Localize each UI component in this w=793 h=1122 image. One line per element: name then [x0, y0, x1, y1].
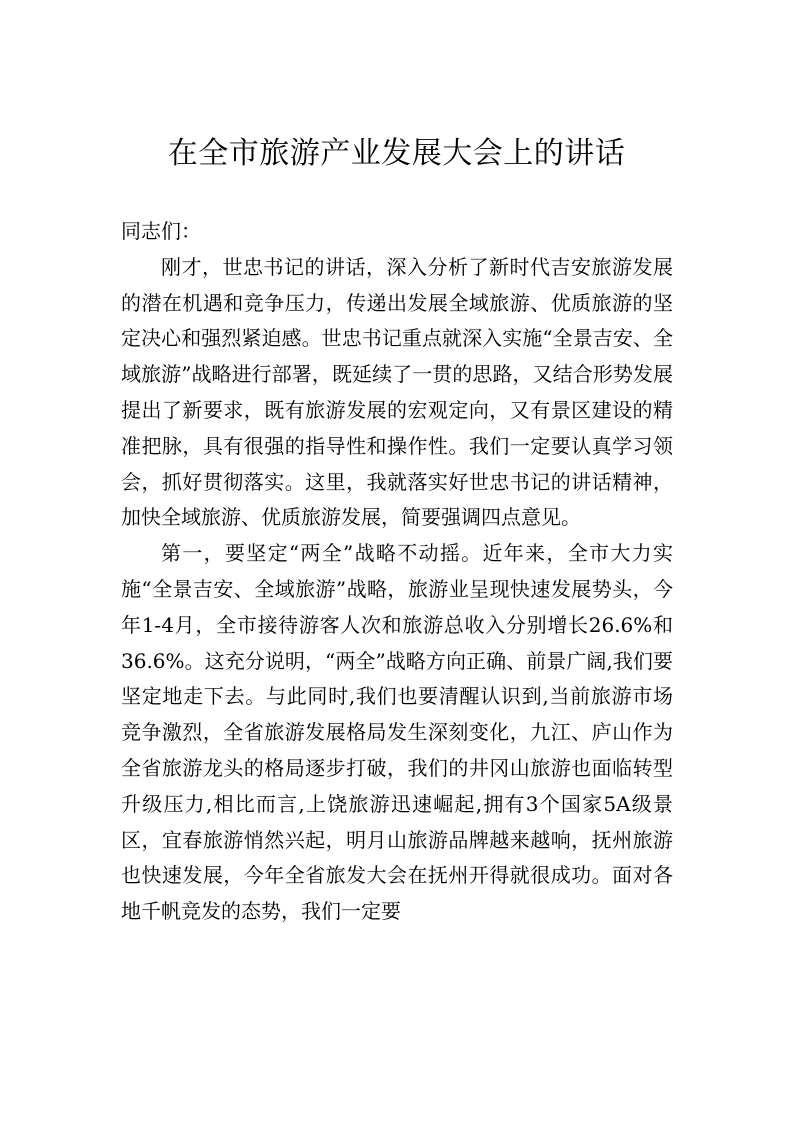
document-title: 在全市旅游产业发展大会上的讲话	[167, 136, 626, 171]
paragraph-opening: 刚才，世忠书记的讲话，深入分析了新时代吉安旅游发展的潜在机遇和竞争压力，传递出发展全域旅游、优质旅游的坚定决心和强烈紧迫感。世忠书记重点就深入实施“全景吉安、全域旅游”战略进行部署，既延续了一贯的思路，又结合形势发展提出了新要求，既有旅游发展的宏观定向，又有景区建设的精准把脉，具有很强的指导性和操作性。我们一定要认真学习领会，抓好贯彻落实。这里，我就落实好世忠书记的讲话精神，加快全域旅游、优质旅游发展，简要强调四点意见。	[121, 254, 673, 530]
document-body	[121, 214, 673, 930]
paragraph-first-point: 第一，要坚定“两全”战略不动摇。近年来，全市大力实施“全景吉安、全域旅游”战略，旅游业呈现快速发展势头，今年1-4月，全市接待游客人次和旅游总收入分别增长26.6%和36.6%。这充分说明，“两全”战略方向正确、前景广阔,我们要坚定地走下去。与此同时,我们也要清醒认识到,当前旅游市场竞争激烈，全省旅游发展格局发生深刻变化，九江、庐山作为全省旅游龙头的格局逐步打破，我们的井冈山旅游也面临转型升级压力,相比而言,上饶旅游迅速崛起,拥有3个国家5A级景区，宜春旅游悄然兴起，明月山旅游品牌越来越响，抚州旅游也快速发展，今年全省旅发大会在抚州开得就很成功。面对各地千帆竞发的态势，我们一定要	[121, 541, 673, 924]
salutation: 同志们：	[121, 219, 201, 243]
